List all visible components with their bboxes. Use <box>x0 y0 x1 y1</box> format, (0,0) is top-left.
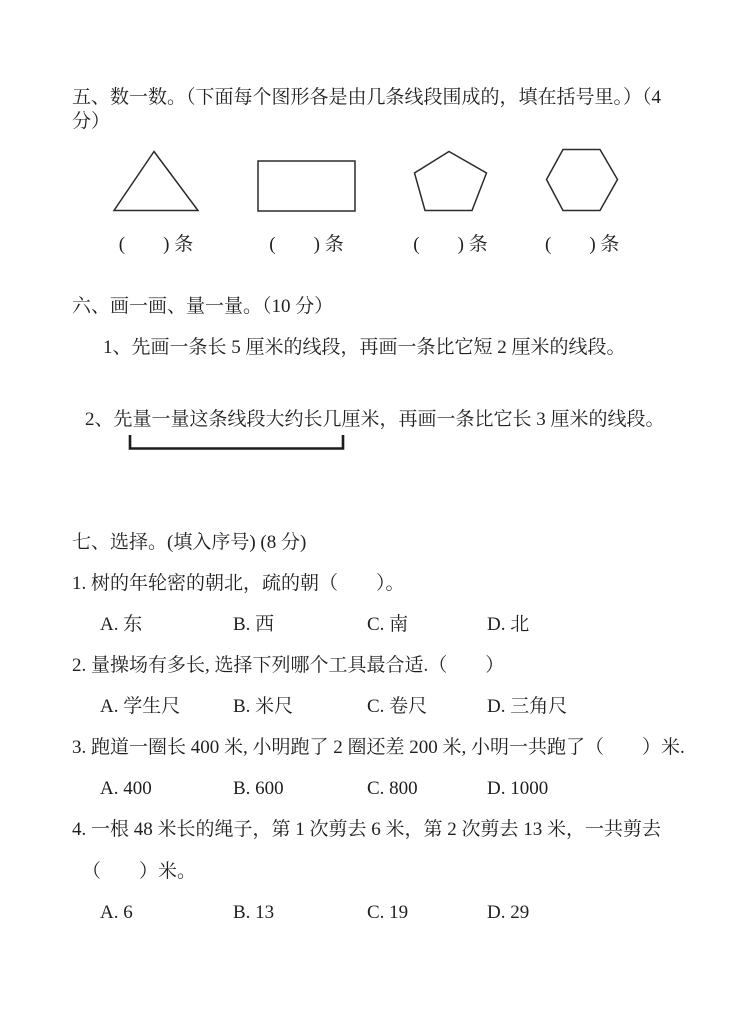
rectangle-shape <box>257 160 356 212</box>
section7-heading: 七、选择。(填入序号) (8 分) <box>72 532 307 553</box>
question-2-options <box>72 695 692 719</box>
option-d: D. 1000 <box>487 778 549 799</box>
option-a: A. 东 <box>100 614 143 635</box>
line-segment-graphic <box>128 434 692 451</box>
question-4-text-line2: （ ）米。 <box>82 861 197 882</box>
question-3-options <box>72 777 692 801</box>
shapes-row <box>112 148 692 257</box>
pentagon-shape <box>413 150 488 212</box>
option-b: B. 600 <box>233 778 284 799</box>
option-a: A. 6 <box>100 902 133 923</box>
option-a: A. 学生尺 <box>100 696 181 717</box>
question-4-options <box>72 901 692 925</box>
triangle-figure <box>112 150 200 257</box>
pentagon-figure <box>413 150 488 257</box>
sides-blank-label: ( ) 条 <box>269 234 344 255</box>
option-c: C. 800 <box>367 778 418 799</box>
option-a: A. 400 <box>100 778 152 799</box>
section6-item2: 2、先量一量这条线段大约长几厘米，再画一条比它长 3 厘米的线段。 <box>85 409 665 430</box>
section6-heading: 六、画一画、量一量。（10 分） <box>72 296 334 317</box>
section6-item1: 1、先画一条长 5 厘米的线段，再画一条比它短 2 厘米的线段。 <box>103 337 626 358</box>
question-3-text: 3. 跑道一圈长 400 米, 小明跑了 2 圈还差 200 米, 小明一共跑了（ ）米. <box>72 737 685 758</box>
hexagon-figure <box>545 148 619 257</box>
sides-blank-label: ( ) 条 <box>413 234 488 255</box>
option-d: D. 北 <box>487 614 530 635</box>
option-b: B. 13 <box>233 902 275 923</box>
option-c: C. 19 <box>367 902 409 923</box>
triangle-shape <box>112 150 200 212</box>
option-c: C. 卷尺 <box>367 696 428 717</box>
option-d: D. 29 <box>487 902 530 923</box>
section5-heading: 五、数一数。（下面每个图形各是由几条线段围成的，填在括号里。）（4 分） <box>72 87 666 132</box>
question-1-options <box>72 613 692 637</box>
sides-blank-label: ( ) 条 <box>118 234 194 255</box>
question-1-text: 1. 树的年轮密的朝北，疏的朝（ ）。 <box>72 573 405 594</box>
hexagon-shape <box>545 148 619 212</box>
question-2-text: 2. 量操场有多长, 选择下列哪个工具最合适.（ ） <box>72 655 505 676</box>
option-b: B. 米尺 <box>233 696 294 717</box>
rectangle-figure <box>257 160 356 257</box>
sides-blank-label: ( ) 条 <box>545 234 620 255</box>
option-b: B. 西 <box>233 614 275 635</box>
question-4-text: 4. 一根 48 米长的绳子，第 1 次剪去 6 米，第 2 次剪去 13 米，一共剪去 <box>72 819 662 840</box>
option-d: D. 三角尺 <box>487 696 568 717</box>
option-c: C. 南 <box>367 614 409 635</box>
